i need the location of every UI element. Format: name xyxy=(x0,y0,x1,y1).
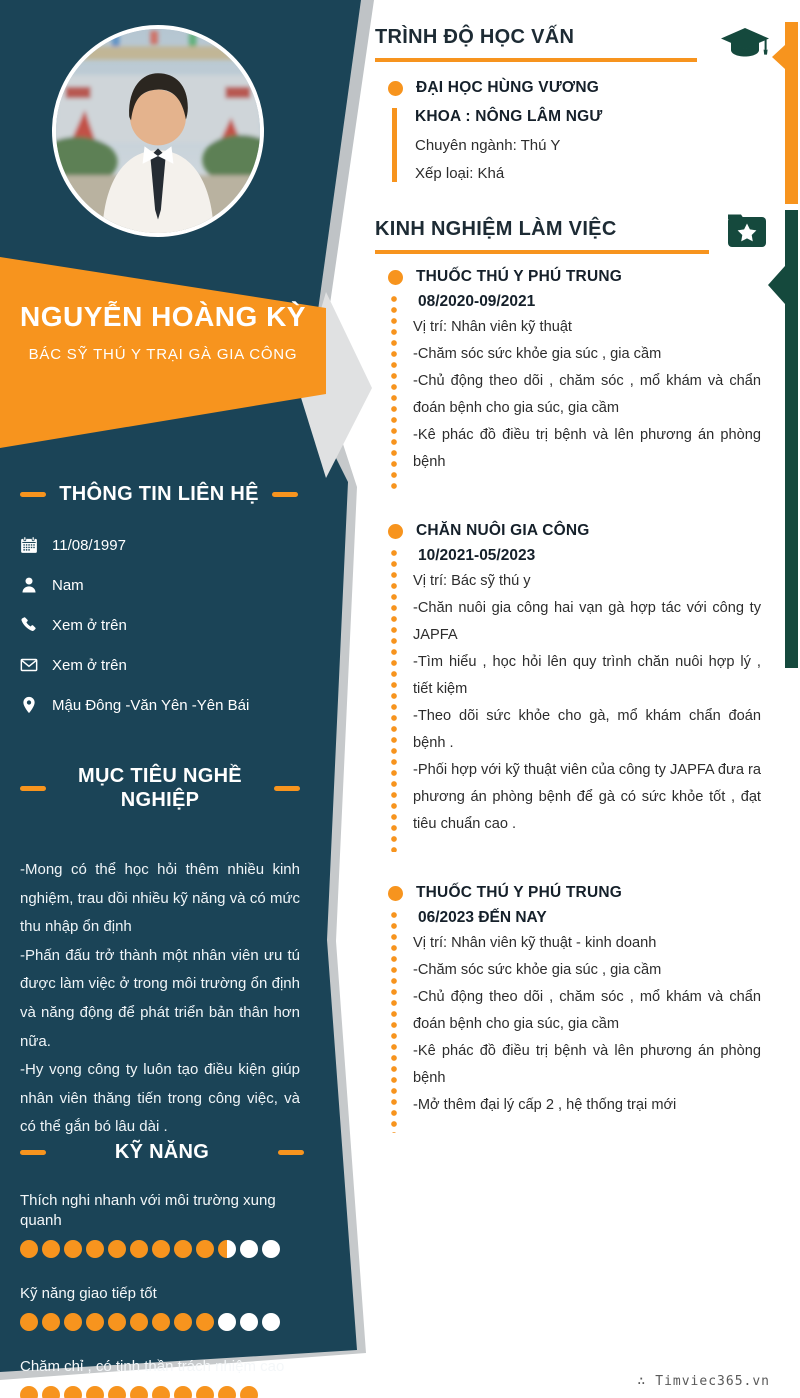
job-item xyxy=(375,268,761,492)
education-strip-notch xyxy=(772,45,785,69)
bullet-dot-icon xyxy=(388,524,403,539)
objective-heading-label: MỤC TIÊU NGHỀ NGHIỆP xyxy=(78,765,242,811)
job-bullet: -Chủ động theo dõi , chăm sóc , mổ khám và chẩn đoán bệnh cho gia súc, gia cầm xyxy=(413,373,761,416)
school-name: ĐẠI HỌC HÙNG VƯƠNG xyxy=(416,79,599,96)
rating-dot-empty xyxy=(262,1240,280,1258)
rating-dot-filled xyxy=(130,1386,148,1398)
skill-rating-dots xyxy=(20,1313,304,1331)
footer-brand-text: Timviec365.vn xyxy=(655,1374,770,1389)
skill-item xyxy=(20,1284,304,1331)
education-edge-strip xyxy=(785,22,798,204)
profile-photo-illustration xyxy=(56,29,260,233)
contact-item xyxy=(20,535,298,555)
job-header xyxy=(388,268,761,286)
experience-section xyxy=(375,218,761,1135)
experience-edge-strip xyxy=(785,210,798,668)
job-bullet: -Mở thêm đại lý cấp 2 , hệ thống trại mới xyxy=(413,1097,677,1113)
skill-label: Thích nghi nhanh với môi trường xung quanh xyxy=(20,1192,276,1229)
job-item xyxy=(375,522,761,854)
heading-dash-left xyxy=(20,1150,46,1155)
job-period: 06/2023 ĐẾN NAY xyxy=(418,909,547,926)
rating-dot-filled xyxy=(20,1313,38,1331)
job-body xyxy=(391,902,761,1135)
job-bullets xyxy=(413,341,761,476)
job-bullets xyxy=(413,957,761,1119)
job-bullet: -Chăn nuôi gia công hai vạn gà hợp tác với công ty JAPFA xyxy=(413,600,761,643)
grade: Xếp loại: Khá xyxy=(415,165,505,182)
skill-rating-dots xyxy=(20,1240,304,1258)
calendar-icon xyxy=(20,536,38,554)
rating-dot-filled xyxy=(174,1313,192,1331)
contact-item-text: Nam xyxy=(52,576,84,594)
skills-list xyxy=(20,1191,304,1398)
bullet-dot-icon xyxy=(388,270,403,285)
job-list xyxy=(375,268,761,1135)
heading-dash-left xyxy=(20,492,46,497)
rating-dot-filled xyxy=(108,1313,126,1331)
rating-dot-filled xyxy=(108,1386,126,1398)
rating-dot-filled xyxy=(196,1386,214,1398)
objective-heading xyxy=(20,764,300,812)
objective-paragraphs xyxy=(20,856,300,1142)
rating-dot-filled xyxy=(108,1240,126,1258)
bullet-dot-icon xyxy=(388,886,403,901)
rating-dot-empty xyxy=(240,1240,258,1258)
job-bullet: -Chăm sóc sức khỏe gia súc , gia cầm xyxy=(413,962,662,978)
contact-item xyxy=(20,655,298,675)
rating-dot-empty xyxy=(262,1313,280,1331)
rating-dot-filled xyxy=(42,1240,60,1258)
skill-label: Chăm chỉ , có tinh thần trách nhiệm cao xyxy=(20,1358,285,1375)
job-bullet: -Theo dõi sức khỏe cho gà, mổ khám chẩn đoán bệnh . xyxy=(413,708,761,751)
job-bullet: -Chủ động theo dõi , chăm sóc , mổ khám và chẩn đoán bệnh cho gia súc, gia cầm xyxy=(413,989,761,1032)
contact-item xyxy=(20,575,298,595)
rating-dot-filled xyxy=(174,1386,192,1398)
portfolio-folder-icon xyxy=(721,211,768,250)
profile-photo xyxy=(52,25,264,237)
heading-dash-left xyxy=(20,786,46,791)
skills-heading xyxy=(20,1140,304,1164)
rating-dot-filled xyxy=(86,1386,104,1398)
education-heading: TRÌNH ĐỘ HỌC VẤN xyxy=(375,26,575,48)
job-bullet: -Chăm sóc sức khỏe gia súc , gia cầm xyxy=(413,346,662,362)
rating-dot-filled xyxy=(64,1240,82,1258)
contact-section xyxy=(20,482,298,735)
job-position: Vị trí: Nhân viên kỹ thuật - kinh doanh xyxy=(413,935,657,951)
contact-item-text: Xem ở trên xyxy=(52,656,127,674)
timviec365-logo-mark: ∴ xyxy=(637,1374,647,1389)
education-school-row xyxy=(388,79,761,97)
contact-item xyxy=(20,695,298,715)
rating-dot-empty xyxy=(240,1313,258,1331)
rating-dot-empty xyxy=(218,1313,236,1331)
skill-item xyxy=(20,1357,304,1398)
objective-paragraph: -Phấn đấu trở thành một nhân viên ưu tú được làm việc ở trong môi trường ổn định và năng động để phát triển bản thân hơn nữa. xyxy=(20,946,300,1050)
rating-dot-filled xyxy=(152,1386,170,1398)
job-body xyxy=(391,286,761,492)
candidate-name: NGUYỄN HOÀNG KỲ xyxy=(20,301,306,332)
contact-heading-label: THÔNG TIN LIÊN HỆ xyxy=(59,483,259,505)
job-bullet: -Kê phác đồ điều trị bệnh và lên phương án phòng bệnh xyxy=(413,427,761,470)
contact-list xyxy=(20,535,298,715)
contact-item-text: Mậu Đông -Văn Yên -Yên Bái xyxy=(52,696,250,714)
education-section xyxy=(375,26,761,182)
rating-dot-filled xyxy=(86,1313,104,1331)
experience-heading: KINH NGHIỆM LÀM VIỆC xyxy=(375,218,617,240)
rating-dot-filled xyxy=(218,1386,236,1398)
candidate-title: BÁC SỸ THÚ Y TRẠI GÀ GIA CÔNG xyxy=(28,346,298,363)
education-details xyxy=(392,108,761,182)
job-period: 10/2021-05/2023 xyxy=(418,547,536,564)
contact-heading xyxy=(20,482,298,506)
job-period: 08/2020-09/2021 xyxy=(418,293,536,310)
job-header xyxy=(388,884,761,902)
envelope-icon xyxy=(20,656,38,674)
rating-dot-empty xyxy=(262,1386,280,1398)
major: Chuyên ngành: Thú Y xyxy=(415,137,561,154)
skill-item xyxy=(20,1191,304,1258)
rating-dot-filled xyxy=(130,1240,148,1258)
job-item xyxy=(375,884,761,1135)
job-position: Vị trí: Nhân viên kỹ thuật xyxy=(413,319,572,335)
skills-heading-label: KỸ NĂNG xyxy=(114,1141,210,1163)
job-header xyxy=(388,522,761,540)
rating-dot-filled xyxy=(20,1386,38,1398)
rating-dot-filled xyxy=(240,1386,258,1398)
objective-paragraph: -Mong có thể học hỏi thêm nhiều kinh nghiệm, trau dồi nhiều kỹ năng và có mức thu nhập ổn định xyxy=(20,861,300,936)
rating-dot-filled xyxy=(64,1313,82,1331)
rating-dot-filled xyxy=(152,1240,170,1258)
contact-item xyxy=(20,615,298,635)
heading-dash-right xyxy=(274,786,300,791)
job-position: Vị trí: Bác sỹ thú y xyxy=(413,573,531,589)
rating-dot-filled xyxy=(20,1240,38,1258)
rating-dot-filled xyxy=(196,1240,214,1258)
faculty: KHOA : NÔNG LÂM NGƯ xyxy=(415,108,603,125)
objective-section xyxy=(20,764,300,1142)
experience-strip-notch xyxy=(768,266,785,304)
rating-dot-filled xyxy=(130,1313,148,1331)
skills-section xyxy=(20,1140,304,1398)
job-body xyxy=(391,540,761,854)
rating-dot-filled xyxy=(196,1313,214,1331)
skill-label: Kỹ năng giao tiếp tốt xyxy=(20,1285,157,1302)
job-company: THUỐC THÚ Y PHÚ TRUNG xyxy=(416,268,622,285)
contact-item-text: 11/08/1997 xyxy=(52,536,126,554)
bullet-dot-icon xyxy=(388,81,403,96)
objective-paragraph: -Hy vọng công ty luôn tạo điều kiện giúp nhân viên thăng tiến trong công việc, và có thể gắn bó lâu dài . xyxy=(20,1061,300,1136)
rating-dot-filled xyxy=(86,1240,104,1258)
job-bullet: -Tìm hiểu , học hỏi lên quy trình chăn nuôi hợp lý , tiết kiệm xyxy=(413,654,761,697)
skill-rating-dots xyxy=(20,1386,304,1398)
rating-dot-filled xyxy=(152,1313,170,1331)
rating-dot-filled xyxy=(174,1240,192,1258)
job-bullet: -Kê phác đồ điều trị bệnh và lên phương án phòng bệnh xyxy=(413,1043,761,1086)
graduation-cap-icon xyxy=(720,27,772,65)
heading-dash-right xyxy=(272,492,298,497)
heading-dash-right xyxy=(278,1150,304,1155)
rating-dot-filled xyxy=(64,1386,82,1398)
profile-header xyxy=(0,301,326,363)
contact-item-text: Xem ở trên xyxy=(52,616,127,634)
rating-dot-filled xyxy=(42,1313,60,1331)
job-bullet: -Phối hợp với kỹ thuật viên của công ty JAPFA đưa ra phương án phòng bệnh để gà có sức khỏe tốt , đạt tiêu chuẩn cao . xyxy=(413,762,761,832)
rating-dot-filled xyxy=(42,1386,60,1398)
job-bullets xyxy=(413,595,761,838)
footer-brand xyxy=(637,1374,770,1389)
phone-icon xyxy=(20,616,38,634)
rating-dot-half xyxy=(218,1240,236,1258)
experience-heading-underline xyxy=(375,250,709,254)
location-icon xyxy=(20,696,38,714)
education-heading-underline xyxy=(375,58,697,62)
job-company: THUỐC THÚ Y PHÚ TRUNG xyxy=(416,884,622,901)
person-icon xyxy=(20,576,38,594)
job-company: CHĂN NUÔI GIA CÔNG xyxy=(416,522,590,539)
